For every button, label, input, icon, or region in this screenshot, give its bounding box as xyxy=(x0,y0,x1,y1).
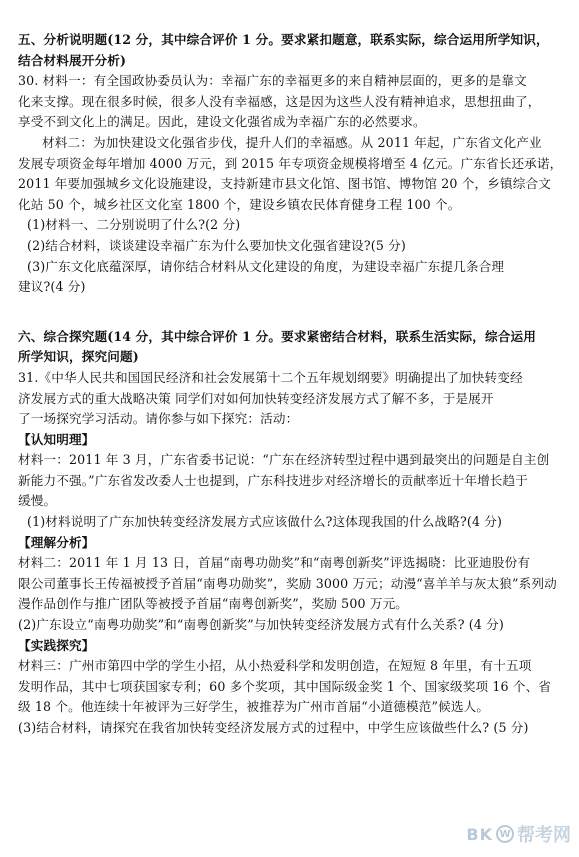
q31-sub-3: (3)结合材料，请探究在我省加快转变经济发展方式的过程中，中学生应该做些什么? (5 分) xyxy=(18,720,529,735)
q30-sub-3: (3)广东文化底蕴深厚，请你结合材料从文化建设的角度，为建设幸福广东提几条合理 xyxy=(27,258,505,274)
q31-sub-2: (2)广东设立“南粤功勋奖”和“南粤创新奖”与加快转变经济发展方式有什么关系? (4 分) xyxy=(18,617,504,633)
q30-sub-1: (1)材料一、二分别说明了什么?(2 分) xyxy=(27,217,241,233)
section-spacer xyxy=(18,298,566,327)
q31-part-cognition-heading: 【认知明理】 xyxy=(18,431,95,447)
exam-page xyxy=(18,30,566,739)
section-6-heading: 六、综合探究题(14 分，其中综合评价 1 分。要求紧密结合材料，联系生活实际，综合运用 xyxy=(18,328,536,344)
q31-sub-1: (1)材料说明了广东加快转变经济发展方式应该做什么?这体现我国的什么战略?(4 分) xyxy=(27,514,503,530)
q31-intro-line: 济发展方式的重大战略决策 同学们对如何加快转变经济发展方式了解不多，于是展开 xyxy=(18,390,494,406)
q31-material-2: 材料二：2011 年 1 月 13 日，首届“南粤功勋奖”和“南粤创新奖”评选揭晓：比亚迪股份有 xyxy=(18,555,531,571)
q31-material-3-line: 级 18 个。他连续十年被评为三好学生，被推荐为广州市首届“小道德模范”候选人。 xyxy=(18,699,490,715)
q30-material-1: 30. 材料一：有全国政协委员认为：幸福广东的幸福更多的来自精神层面的，更多的是靠文 xyxy=(18,73,527,89)
site-watermark xyxy=(466,821,571,847)
q31-material-2-line: 限公司董事长王传福被授予首届“南粤功勋奖”，奖励 3000 万元；动漫“喜羊羊与灰太狼”系列动 xyxy=(18,575,557,591)
q31-material-1: 材料一：2011 年 3 月，广东省委书记说：“广东在经济转型过程中遇到最突出的问题是自主创 xyxy=(18,452,550,468)
q31-part-practice-heading: 【实践探究】 xyxy=(18,637,95,653)
q30-material-1-line: 享受不到文化上的满足。因此，建设文化强省成为幸福广东的必然要求。 xyxy=(18,114,426,130)
watermark-brand: BK xyxy=(466,824,493,844)
q31-material-3-line: 发明作品，其中七项获国家专利；60 多个奖项，其中国际级金奖 1 个、国家级奖项 16 个、省 xyxy=(18,678,552,694)
q30-material-2-line: 2011 年要加强城乡文化设施建设，支持新建市县文化馆、图书馆、博物馆 20 个，乡镇综合文 xyxy=(18,176,551,192)
q30-material-2-line: 发展专项资金每年增加 4000 万元，到 2015 年专项资金规模将增至 4 亿元。广东省长还承诺， xyxy=(18,155,563,171)
q31-intro: 31.《中华人民共和国国民经济和社会发展第十二个五年规划纲要》明确提出了加快转变经 xyxy=(18,369,523,385)
q31-material-1-line: 缓慢。 xyxy=(18,493,57,509)
q31-material-1-line: 新能力不强。”广东省发改委人士也提到，广东科技进步对经济增长的贡献率近十年增长趋于 xyxy=(18,472,529,488)
q30-sub-2: (2)结合材料，谈谈建设幸福广东为什么要加快文化强省建设?(5 分) xyxy=(27,237,406,253)
section-5-heading: 五、分析说明题(12 分，其中综合评价 1 分。要求紧扣题意，联系实际，综合运用所学知识， xyxy=(18,32,549,47)
q30-material-2-line: 化站 50 个，城乡社区文化室 1800 个，建设乡镇农民体育健身工程 100 个。 xyxy=(18,196,461,212)
q31-intro-line: 了一场探究学习活动。请你参与如下探究：活动： xyxy=(18,411,299,427)
watermark-logo-icon: W xyxy=(496,825,514,843)
q30-material-1-line: 化来支撑。现在很多时候，很多人没有幸福感，这是因为这些人没有精神追求，思想扭曲了， xyxy=(18,93,541,109)
watermark-site-name: 帮考网 xyxy=(517,825,571,846)
q30-sub-3-cont: 建议?(4 分) xyxy=(18,279,86,295)
section-6-heading-cont: 所学知识，探究问题) xyxy=(18,349,139,365)
q31-material-2-line: 漫作品创作与推广团队等被授予首届“南粤创新奖”，奖励 500 万元。 xyxy=(18,596,409,612)
q30-material-2: 材料二：为加快建设文化强省步伐，提升人们的幸福感。从 2011 年起，广东省文化产业 xyxy=(42,134,542,150)
q31-part-analysis-heading: 【理解分析】 xyxy=(18,534,95,550)
section-5-heading-cont: 结合材料展开分析) xyxy=(18,52,127,68)
q31-material-3: 材料三：广州市第四中学的学生小招，从小热爱科学和发明创造，在短短 8 年里，有十五项 xyxy=(18,658,532,674)
